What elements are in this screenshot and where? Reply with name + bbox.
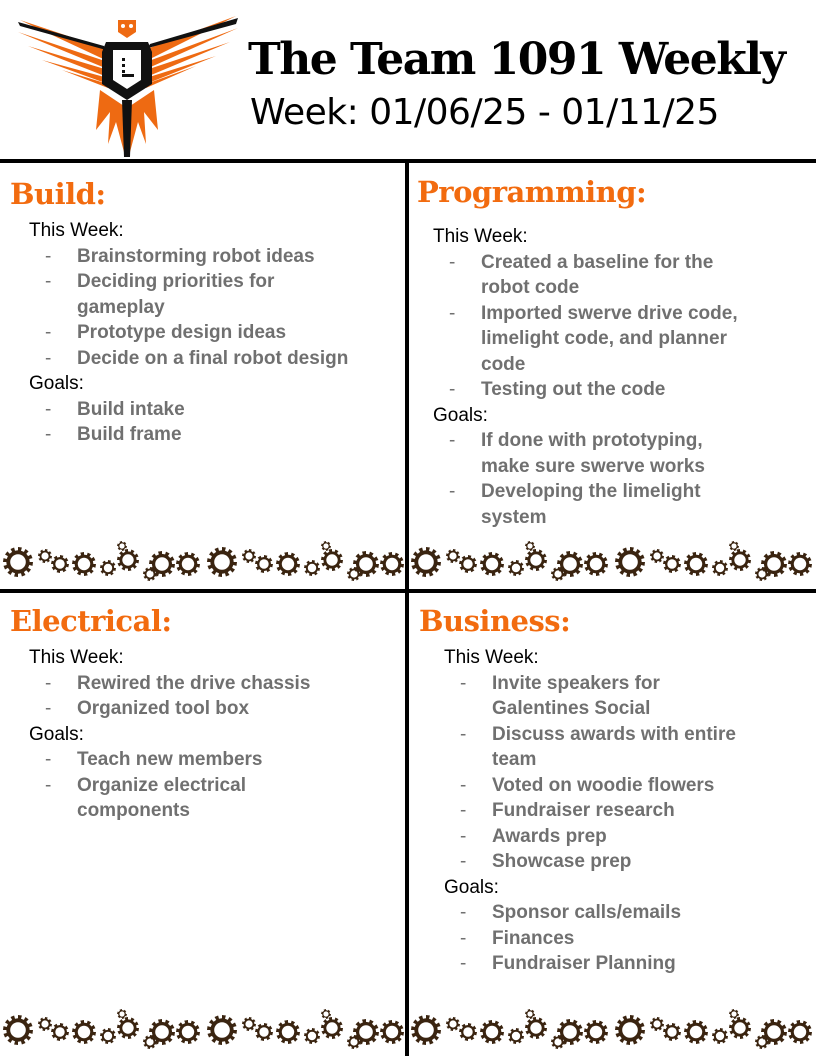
gear-hole — [245, 1020, 252, 1027]
gear-hole — [418, 554, 434, 570]
gear-hole — [78, 1026, 90, 1038]
list-item: - Discuss awards with entire team — [444, 722, 764, 773]
this-week-label: This Week: — [433, 226, 528, 247]
gear-hole — [734, 1022, 745, 1033]
gear-hole — [449, 552, 456, 559]
list-item: - Organize electrical components — [29, 773, 319, 824]
gear-hole — [622, 554, 638, 570]
gear-hole — [41, 552, 48, 559]
gear-hole — [530, 1022, 541, 1033]
list-item: - Showcase prep — [444, 849, 764, 875]
gear-hole — [350, 1038, 357, 1045]
gear-hole — [563, 557, 577, 571]
gear-hole — [418, 1022, 434, 1038]
gear-hole — [323, 543, 328, 548]
goals-label: Goals: — [29, 723, 84, 745]
goals-label: Goals: — [444, 876, 499, 898]
team-logo-eagle-icon — [18, 12, 240, 157]
gear-hole — [758, 1038, 765, 1045]
gear-hole — [554, 1038, 561, 1045]
gear-hole — [794, 1026, 806, 1038]
gear-hole — [767, 1025, 781, 1039]
list-item: - Rewired the drive chassis — [29, 671, 400, 697]
list-item: - Created a baseline for the robot code — [433, 250, 763, 301]
gear-hole — [530, 554, 541, 565]
gear-hole — [323, 1011, 328, 1016]
goals-label: Goals: — [29, 373, 84, 394]
gear-hole — [653, 552, 660, 559]
programming-this-week-list — [433, 250, 763, 403]
section-programming — [417, 172, 807, 530]
gear-hole — [214, 1022, 230, 1038]
gear-hole — [282, 558, 294, 570]
this-week-label: This Week: — [444, 647, 539, 668]
gear-hole — [146, 1038, 153, 1045]
list-item: - Deciding priorities for gameplay — [29, 269, 400, 320]
list-item: - Voted on woodie flowers — [444, 773, 764, 799]
gear-border-bottom-icon — [0, 1004, 816, 1052]
gear-hole — [308, 564, 316, 572]
gear-hole — [10, 1022, 26, 1038]
gear-hole — [122, 554, 133, 565]
gear-hole — [386, 1026, 398, 1038]
gear-hole — [512, 1032, 520, 1040]
gear-hole — [653, 1020, 660, 1027]
gear-hole — [563, 1025, 577, 1039]
gear-hole — [41, 1020, 48, 1027]
business-this-week-list — [444, 671, 764, 875]
gear-hole — [245, 552, 252, 559]
week-range: Week: 01/06/25 - 01/11/25 — [250, 92, 719, 133]
gear-hole — [527, 1011, 532, 1016]
gear-hole — [463, 559, 472, 568]
gear-hole — [734, 554, 745, 565]
gear-hole — [463, 1027, 472, 1036]
gear-hole — [55, 1027, 64, 1036]
list-item: - Invite speakers for Galentines Social — [444, 671, 764, 722]
gear-hole — [104, 1032, 112, 1040]
build-goals-list — [29, 397, 400, 448]
gear-hole — [104, 564, 112, 572]
gear-hole — [326, 1022, 337, 1033]
section-title-electrical: Electrical: — [10, 604, 172, 638]
list-item: - Awards prep — [444, 824, 764, 850]
list-item: - Brainstorming robot ideas — [29, 244, 400, 270]
list-item: - Testing out the code — [433, 377, 763, 403]
header — [0, 0, 816, 160]
gear-hole — [282, 1026, 294, 1038]
section-business — [419, 601, 809, 977]
gear-hole — [155, 1025, 169, 1039]
gear-hole — [758, 570, 765, 577]
this-week-label: This Week: — [29, 220, 124, 241]
list-item: - Finances — [444, 926, 809, 952]
gear-hole — [690, 558, 702, 570]
gear-hole — [590, 1026, 602, 1038]
list-item: - Decide on a final robot design — [29, 346, 400, 372]
list-item: - Prototype design ideas — [29, 320, 400, 346]
this-week-label: This Week: — [29, 647, 124, 668]
programming-goals-list — [433, 428, 733, 530]
gear-hole — [359, 557, 373, 571]
section-title-build: Build: — [10, 177, 106, 211]
gear-hole — [590, 558, 602, 570]
section-title-business: Business: — [419, 604, 571, 638]
list-item: - Developing the limelight system — [433, 479, 733, 530]
gear-hole — [667, 1027, 676, 1036]
gear-hole — [690, 1026, 702, 1038]
list-item: - Teach new members — [29, 747, 319, 773]
goals-label: Goals: — [433, 404, 488, 426]
gear-hole — [155, 557, 169, 571]
gear-hole — [486, 558, 498, 570]
list-item: - Organized tool box — [29, 696, 400, 722]
gear-hole — [512, 564, 520, 572]
list-item: - Build intake — [29, 397, 400, 423]
gear-hole — [326, 554, 337, 565]
gear-hole — [55, 559, 64, 568]
list-item: - Fundraiser research — [444, 798, 764, 824]
section-electrical — [10, 601, 400, 824]
section-build — [10, 174, 400, 448]
gear-hole — [359, 1025, 373, 1039]
gear-hole — [350, 570, 357, 577]
electrical-goals-list — [29, 747, 319, 824]
gear-hole — [122, 1022, 133, 1033]
newsletter-title: The Team 1091 Weekly — [248, 34, 785, 85]
gear-hole — [486, 1026, 498, 1038]
gear-hole — [146, 570, 153, 577]
divider-vertical — [405, 160, 409, 1056]
gear-border-middle-icon — [0, 536, 816, 584]
list-item: - Sponsor calls/emails — [444, 900, 809, 926]
gear-hole — [214, 554, 230, 570]
gear-hole — [527, 543, 532, 548]
gear-hole — [182, 1026, 194, 1038]
electrical-this-week-list — [29, 671, 400, 722]
gear-hole — [119, 1011, 124, 1016]
gear-hole — [386, 558, 398, 570]
gear-hole — [554, 570, 561, 577]
gear-hole — [622, 1022, 638, 1038]
gear-hole — [716, 1032, 724, 1040]
gear-hole — [794, 558, 806, 570]
gear-hole — [259, 1027, 268, 1036]
gear-hole — [78, 558, 90, 570]
gear-hole — [10, 554, 26, 570]
gear-hole — [449, 1020, 456, 1027]
gear-hole — [259, 559, 268, 568]
section-title-programming: Programming: — [417, 175, 647, 209]
gear-hole — [731, 543, 736, 548]
gear-hole — [767, 557, 781, 571]
gear-hole — [182, 558, 194, 570]
build-this-week-list — [29, 244, 400, 372]
list-item: - Imported swerve drive code, limelight code, and planner code — [433, 301, 763, 378]
gear-hole — [667, 559, 676, 568]
business-goals-list — [444, 900, 809, 977]
list-item: - If done with prototyping, make sure swerve works — [433, 428, 733, 479]
list-item: - Fundraiser Planning — [444, 951, 809, 977]
list-item: - Build frame — [29, 422, 400, 448]
gear-hole — [731, 1011, 736, 1016]
gear-hole — [119, 543, 124, 548]
gear-hole — [308, 1032, 316, 1040]
gear-hole — [716, 564, 724, 572]
